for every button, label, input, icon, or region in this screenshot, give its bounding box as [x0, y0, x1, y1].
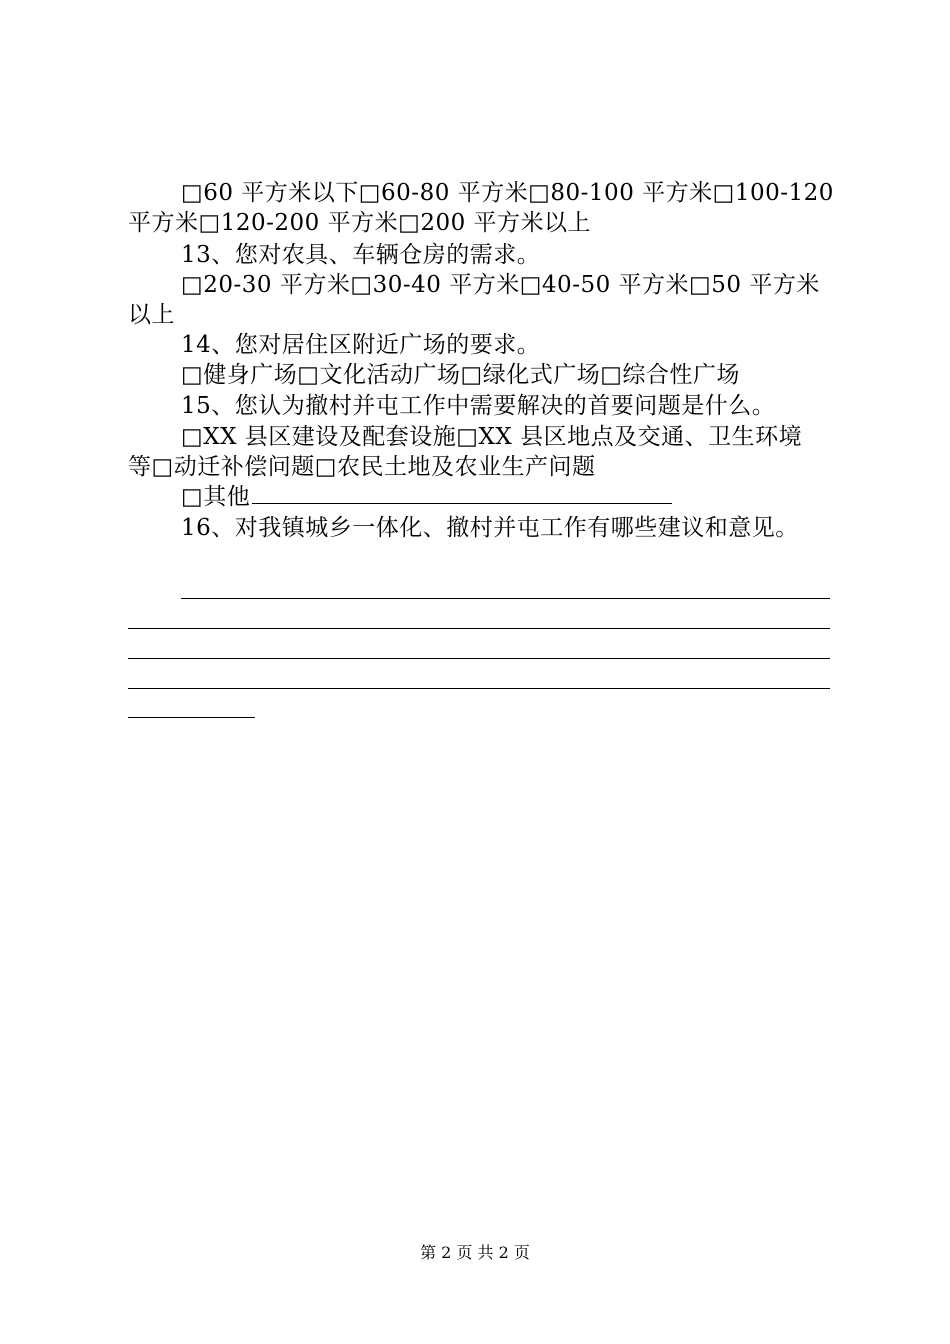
question-13: 13、您对农具、车辆仓房的需求。: [181, 242, 541, 268]
answer-line-4[interactable]: [128, 688, 830, 689]
question-16: 16、对我镇城乡一体化、撤村并屯工作有哪些建议和意见。: [181, 515, 799, 541]
page-footer: 第 2 页 共 2 页: [420, 1243, 530, 1262]
option-line-area-2: 平方米□120-200 平方米□200 平方米以上: [128, 210, 592, 236]
answer-line-2[interactable]: [128, 628, 830, 629]
question-14: 14、您对居住区附近广场的要求。: [181, 332, 541, 358]
other-blank-line[interactable]: [252, 485, 672, 504]
answer-line-1[interactable]: [181, 598, 830, 599]
question-15: 15、您认为撤村并屯工作中需要解决的首要问题是什么。: [181, 393, 776, 419]
answer-line-3[interactable]: [128, 658, 830, 659]
option-line-issue-1: □XX 县区建设及配套设施□XX 县区地点及交通、卫生环境: [181, 424, 803, 450]
answer-line-5[interactable]: [128, 717, 255, 718]
other-label: □其他: [181, 484, 251, 510]
option-line-storage-1: □20-30 平方米□30-40 平方米□40-50 平方米□50 平方米: [181, 272, 820, 298]
option-line-issue-2: 等□动迁补偿问题□农民土地及农业生产问题: [128, 454, 596, 480]
option-line-other: [181, 482, 672, 512]
option-line-area-1: □60 平方米以下□60-80 平方米□80-100 平方米□100-120: [181, 180, 834, 206]
option-line-storage-2: 以上: [128, 302, 175, 328]
option-line-square: □健身广场□文化活动广场□绿化式广场□综合性广场: [181, 362, 740, 388]
